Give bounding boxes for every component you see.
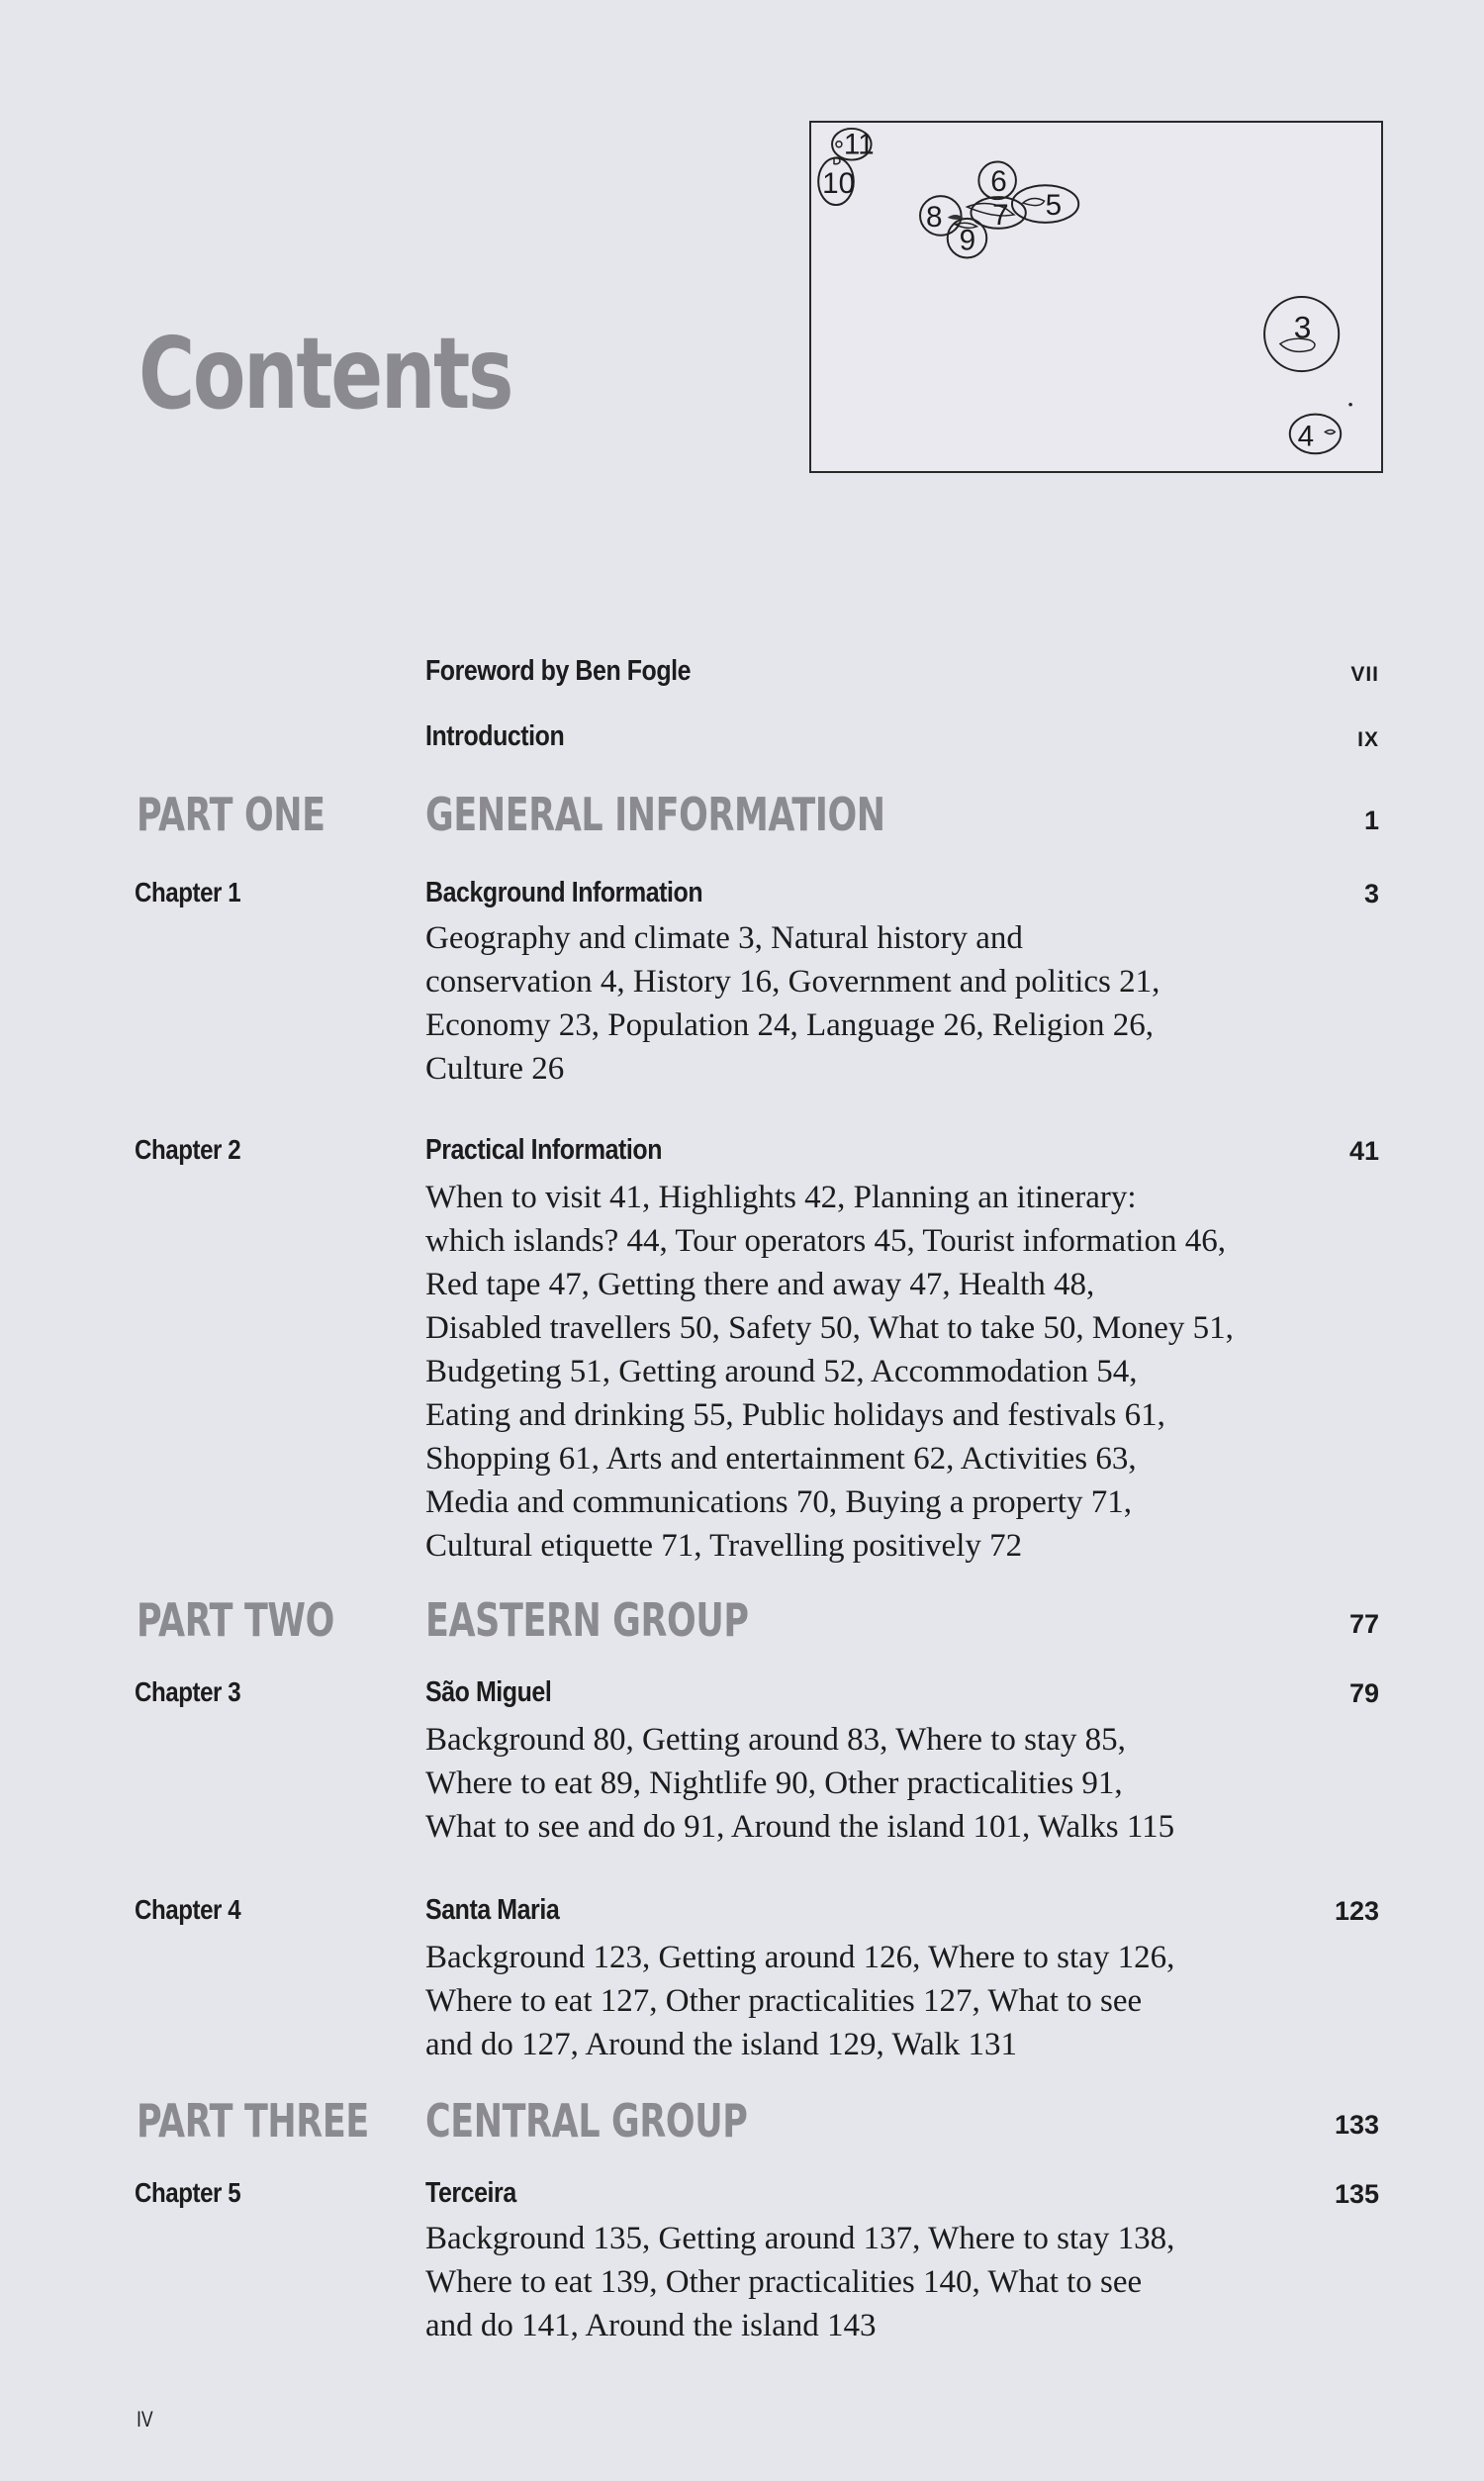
chapter-1-entries	[425, 916, 1316, 1091]
entry-line: Background 135, Getting around 137, Where to stay 138,	[425, 2221, 1175, 2256]
chapter-label: Chapter 2	[135, 1134, 241, 1165]
toc-page-number: VII	[1350, 663, 1379, 686]
chapter-heading: Practical Information	[425, 1134, 663, 1166]
island-6-marker	[978, 162, 1016, 200]
toc-page-number: IX	[1357, 728, 1379, 751]
toc-page-number: 1	[1363, 806, 1379, 835]
chapter-label: Chapter 1	[135, 877, 241, 907]
entry-line: Media and communications 70, Buying a property 71,	[425, 1484, 1132, 1520]
toc-page-number: 41	[1348, 1136, 1379, 1166]
map-label-5: 5	[1045, 188, 1063, 222]
map-label-10: 10	[822, 167, 856, 201]
entry-line: Economy 23, Population 24, Language 26, Religion 26,	[425, 1007, 1154, 1043]
entry-line: Background 80, Getting around 83, Where to stay 85,	[425, 1722, 1126, 1758]
entry-line: Where to eat 89, Nightlife 90, Other practicalities 91,	[425, 1765, 1123, 1801]
chapter-label: Chapter 4	[135, 1894, 241, 1925]
toc-page-number: 123	[1334, 1896, 1379, 1926]
chapter-label: Chapter 5	[135, 2177, 241, 2208]
map-label-6: 6	[990, 165, 1007, 199]
part-label: PART THREE	[137, 2094, 369, 2147]
toc-heading: Foreword by Ben Fogle	[425, 655, 692, 687]
island-3-marker	[1264, 297, 1339, 371]
island-10-marker	[818, 157, 855, 205]
entry-line: and do 127, Around the island 129, Walk 131	[425, 2027, 1018, 2062]
part-heading: EASTERN GROUP	[425, 1593, 749, 1647]
map-label-9: 9	[959, 224, 976, 257]
toc-page-number: 133	[1334, 2110, 1379, 2140]
map-label-4: 4	[1297, 420, 1315, 453]
chapter-4-entries	[425, 1936, 1316, 2066]
toc-page-number: 79	[1348, 1678, 1379, 1708]
entry-line: conservation 4, History 16, Government and politics 21,	[425, 964, 1160, 1000]
entry-line: Eating and drinking 55, Public holidays and festivals 61,	[425, 1397, 1165, 1433]
entry-line: Cultural etiquette 71, Travelling positively 72	[425, 1528, 1023, 1564]
map-label-7: 7	[992, 198, 1009, 232]
chapter-3-entries	[425, 1718, 1316, 1849]
island-8-marker	[920, 196, 964, 236]
part-heading: CENTRAL GROUP	[425, 2094, 748, 2147]
entry-line: Budgeting 51, Getting around 52, Accommodation 54,	[425, 1354, 1138, 1389]
islands-map	[809, 121, 1383, 473]
entry-line: Red tape 47, Getting there and away 47, Health 48,	[425, 1267, 1095, 1302]
entry-line: What to see and do 91, Around the island 101, Walks 115	[425, 1809, 1175, 1845]
entry-line: Shopping 61, Arts and entertainment 62, Activities 63,	[425, 1441, 1137, 1477]
chapter-heading: Terceira	[425, 2177, 516, 2209]
chapter-5-entries	[425, 2217, 1316, 2347]
part-label: PART ONE	[137, 788, 325, 841]
chapter-label: Chapter 3	[135, 1676, 241, 1707]
toc-page-number: 135	[1334, 2179, 1379, 2209]
entry-line: Background 123, Getting around 126, Where to stay 126,	[425, 1940, 1175, 1975]
chapter-2-entries	[425, 1176, 1316, 1568]
entry-line: and do 141, Around the island 143	[425, 2308, 877, 2343]
map-label-3: 3	[1293, 309, 1312, 345]
chapter-heading: São Miguel	[425, 1676, 552, 1708]
entry-line: When to visit 41, Highlights 42, Planning an itinerary:	[425, 1180, 1137, 1215]
page-title: Contents	[139, 316, 512, 431]
chapter-heading: Santa Maria	[425, 1894, 560, 1926]
island-11-marker	[832, 129, 875, 161]
island-9-marker	[948, 219, 987, 258]
part-heading: GENERAL INFORMATION	[425, 788, 885, 841]
entry-line: Geography and climate 3, Natural history and	[425, 920, 1023, 956]
entry-line: Culture 26	[425, 1051, 565, 1087]
island-4-marker	[1290, 415, 1341, 454]
entry-line: Disabled travellers 50, Safety 50, What to take 50, Money 51,	[425, 1310, 1234, 1346]
chapter-heading: Background Information	[425, 877, 703, 908]
entry-line: Where to eat 139, Other practicalities 140, What to see	[425, 2264, 1143, 2300]
toc-page-number: 3	[1363, 879, 1379, 908]
map-label-8: 8	[925, 200, 943, 234]
page-folio: IV	[137, 2407, 153, 2432]
entry-line: Where to eat 127, Other practicalities 127, What to see	[425, 1983, 1143, 2019]
entry-line: which islands? 44, Tour operators 45, Tourist information 46,	[425, 1223, 1226, 1259]
islands-map-svg	[811, 123, 1381, 471]
map-label-11: 11	[843, 128, 875, 161]
toc-page-number: 77	[1348, 1609, 1379, 1639]
toc-heading: Introduction	[425, 720, 565, 752]
part-label: PART TWO	[137, 1593, 334, 1647]
